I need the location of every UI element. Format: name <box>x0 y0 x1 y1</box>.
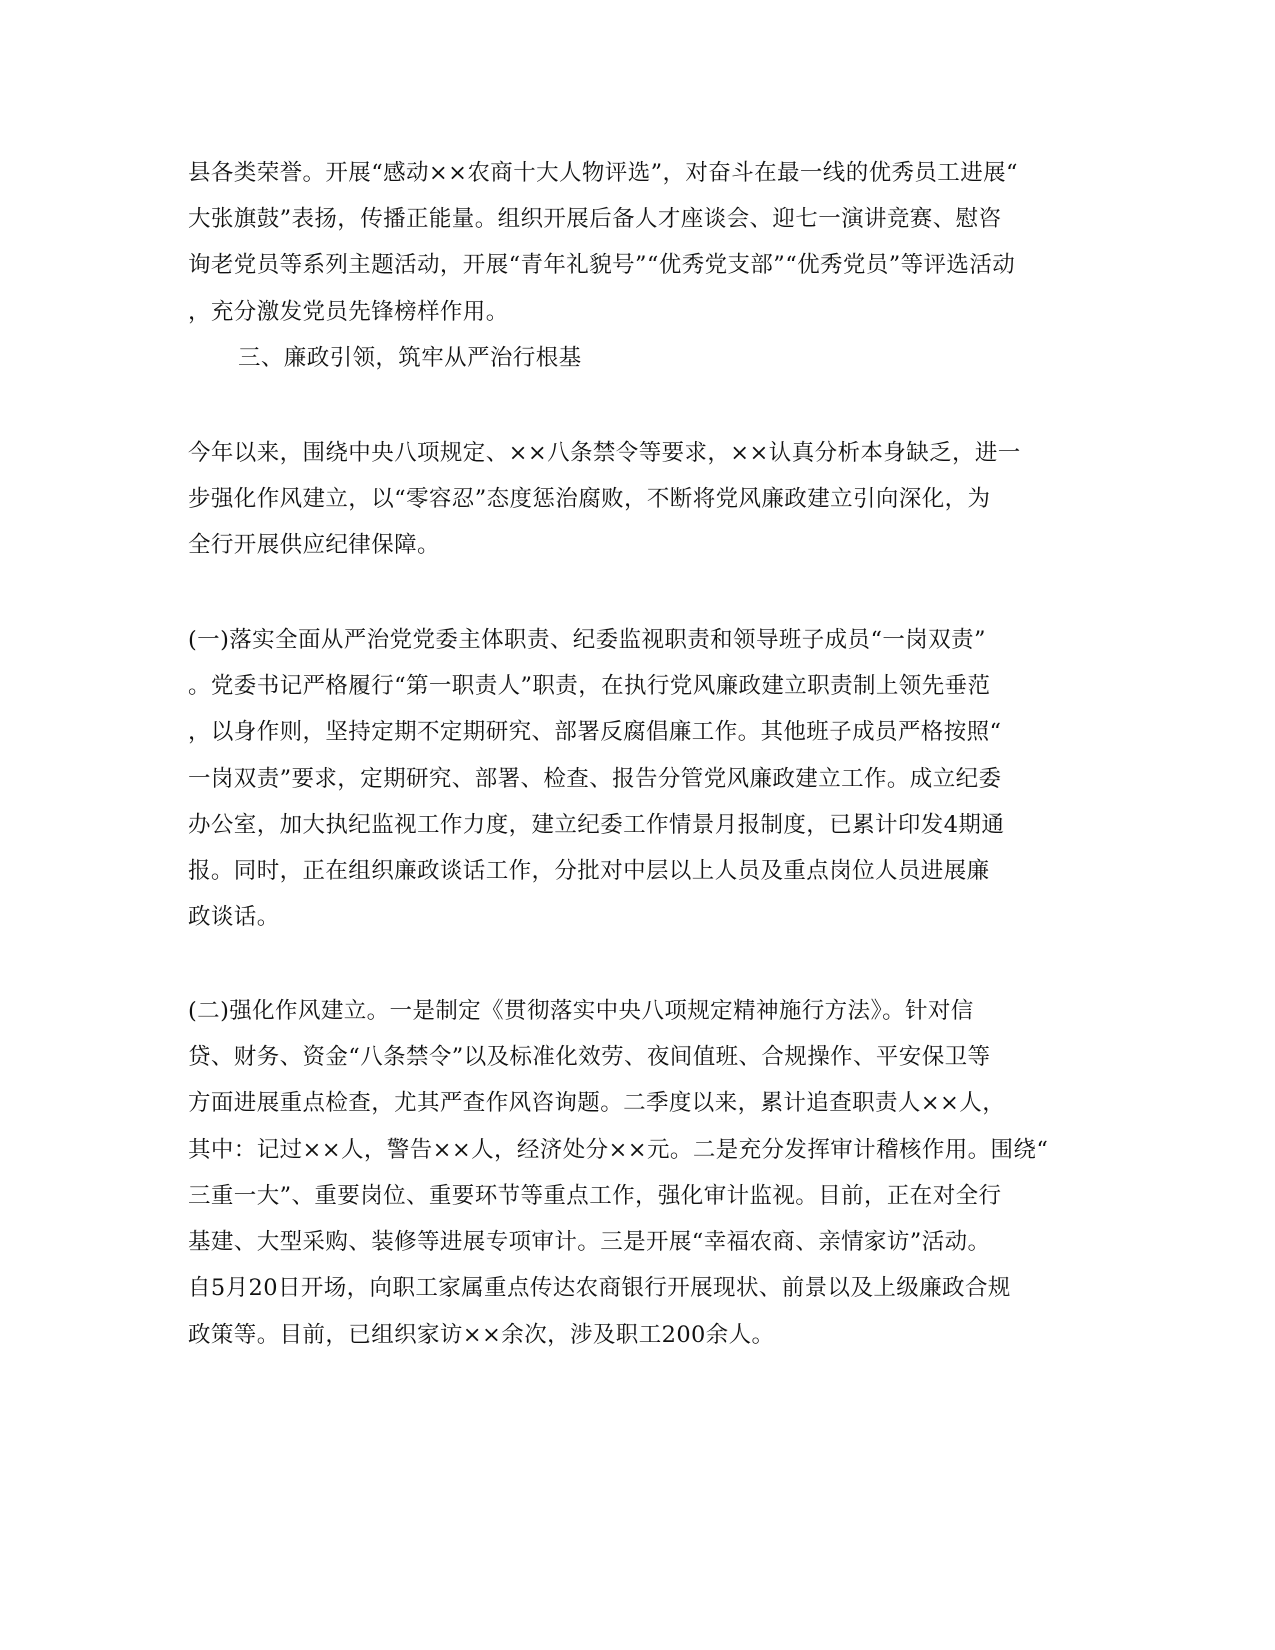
paragraph-line: 步强化作风建立，以“零容忍”态度惩治腐败，不断将党风廉政建立引向深化，为 <box>188 486 991 512</box>
paragraph-line: 今年以来，围绕中央八项规定、××八条禁令等要求，××认真分析本身缺乏，进一 <box>188 440 1021 466</box>
paragraph-line: (一)落实全面从严治党党委主体职责、纪委监视职责和领导班子成员“一岗双责” <box>188 627 986 653</box>
paragraph-line: 询老党员等系列主题活动，开展“青年礼貌号”“优秀党支部”“优秀党员”等评选活动 <box>188 252 1016 278</box>
paragraph-line: 。党委书记严格履行“第一职责人”职责，在执行党风廉政建立职责制上领先垂范 <box>188 673 991 699</box>
paragraph-line: 贷、财务、资金“八条禁令”以及标准化效劳、夜间值班、合规操作、平安保卫等 <box>188 1044 991 1070</box>
paragraph-line: 大张旗鼓”表扬，传播正能量。组织开展后备人才座谈会、迎七一演讲竞赛、慰咨 <box>188 206 1002 232</box>
paragraph-line: 三重一大”、重要岗位、重要环节等重点工作，强化审计监视。目前，正在对全行 <box>188 1183 1002 1209</box>
paragraph-line: 办公室，加大执纪监视工作力度，建立纪委工作情景月报制度，已累计印发4期通 <box>188 812 1005 838</box>
section-heading: 三、廉政引领，筑牢从严治行根基 <box>238 345 582 371</box>
paragraph-line: ，以身作则，坚持定期不定期研究、部署反腐倡廉工作。其他班子成员严格按照“ <box>188 719 1002 745</box>
paragraph-line: 基建、大型采购、装修等进展专项审计。三是开展“幸福农商、亲情家访”活动。 <box>188 1229 991 1255</box>
paragraph-line: 其中：记过××人，警告××人，经济处分××元。二是充分发挥审计稽核作用。围绕“ <box>188 1137 1049 1163</box>
paragraph-line: 报。同时，正在组织廉政谈话工作，分批对中层以上人员及重点岗位人员进展廉 <box>188 858 990 884</box>
paragraph-line: ，充分激发党员先锋榜样作用。 <box>188 299 509 325</box>
paragraph-line: (二)强化作风建立。一是制定《贯彻落实中央八项规定精神施行方法》。针对信 <box>188 998 974 1024</box>
paragraph-line: 一岗双责”要求，定期研究、部署、检查、报告分管党风廉政建立工作。成立纪委 <box>188 766 1002 792</box>
paragraph-line: 方面进展重点检查，尤其严查作风咨询题。二季度以来，累计追查职责人××人， <box>188 1090 1006 1116</box>
paragraph-line: 县各类荣誉。开展“感动××农商十大人物评选”，对奋斗在最一线的优秀员工进展“ <box>188 160 1018 186</box>
paragraph-line: 政谈话。 <box>188 904 280 930</box>
paragraph-line: 全行开展供应纪律保障。 <box>188 532 440 558</box>
paragraph-line: 政策等。目前，已组织家访××余次，涉及职工200余人。 <box>188 1322 775 1348</box>
paragraph-line: 自5月20日开场，向职工家属重点传达农商银行开展现状、前景以及上级廉政合规 <box>188 1275 1011 1301</box>
